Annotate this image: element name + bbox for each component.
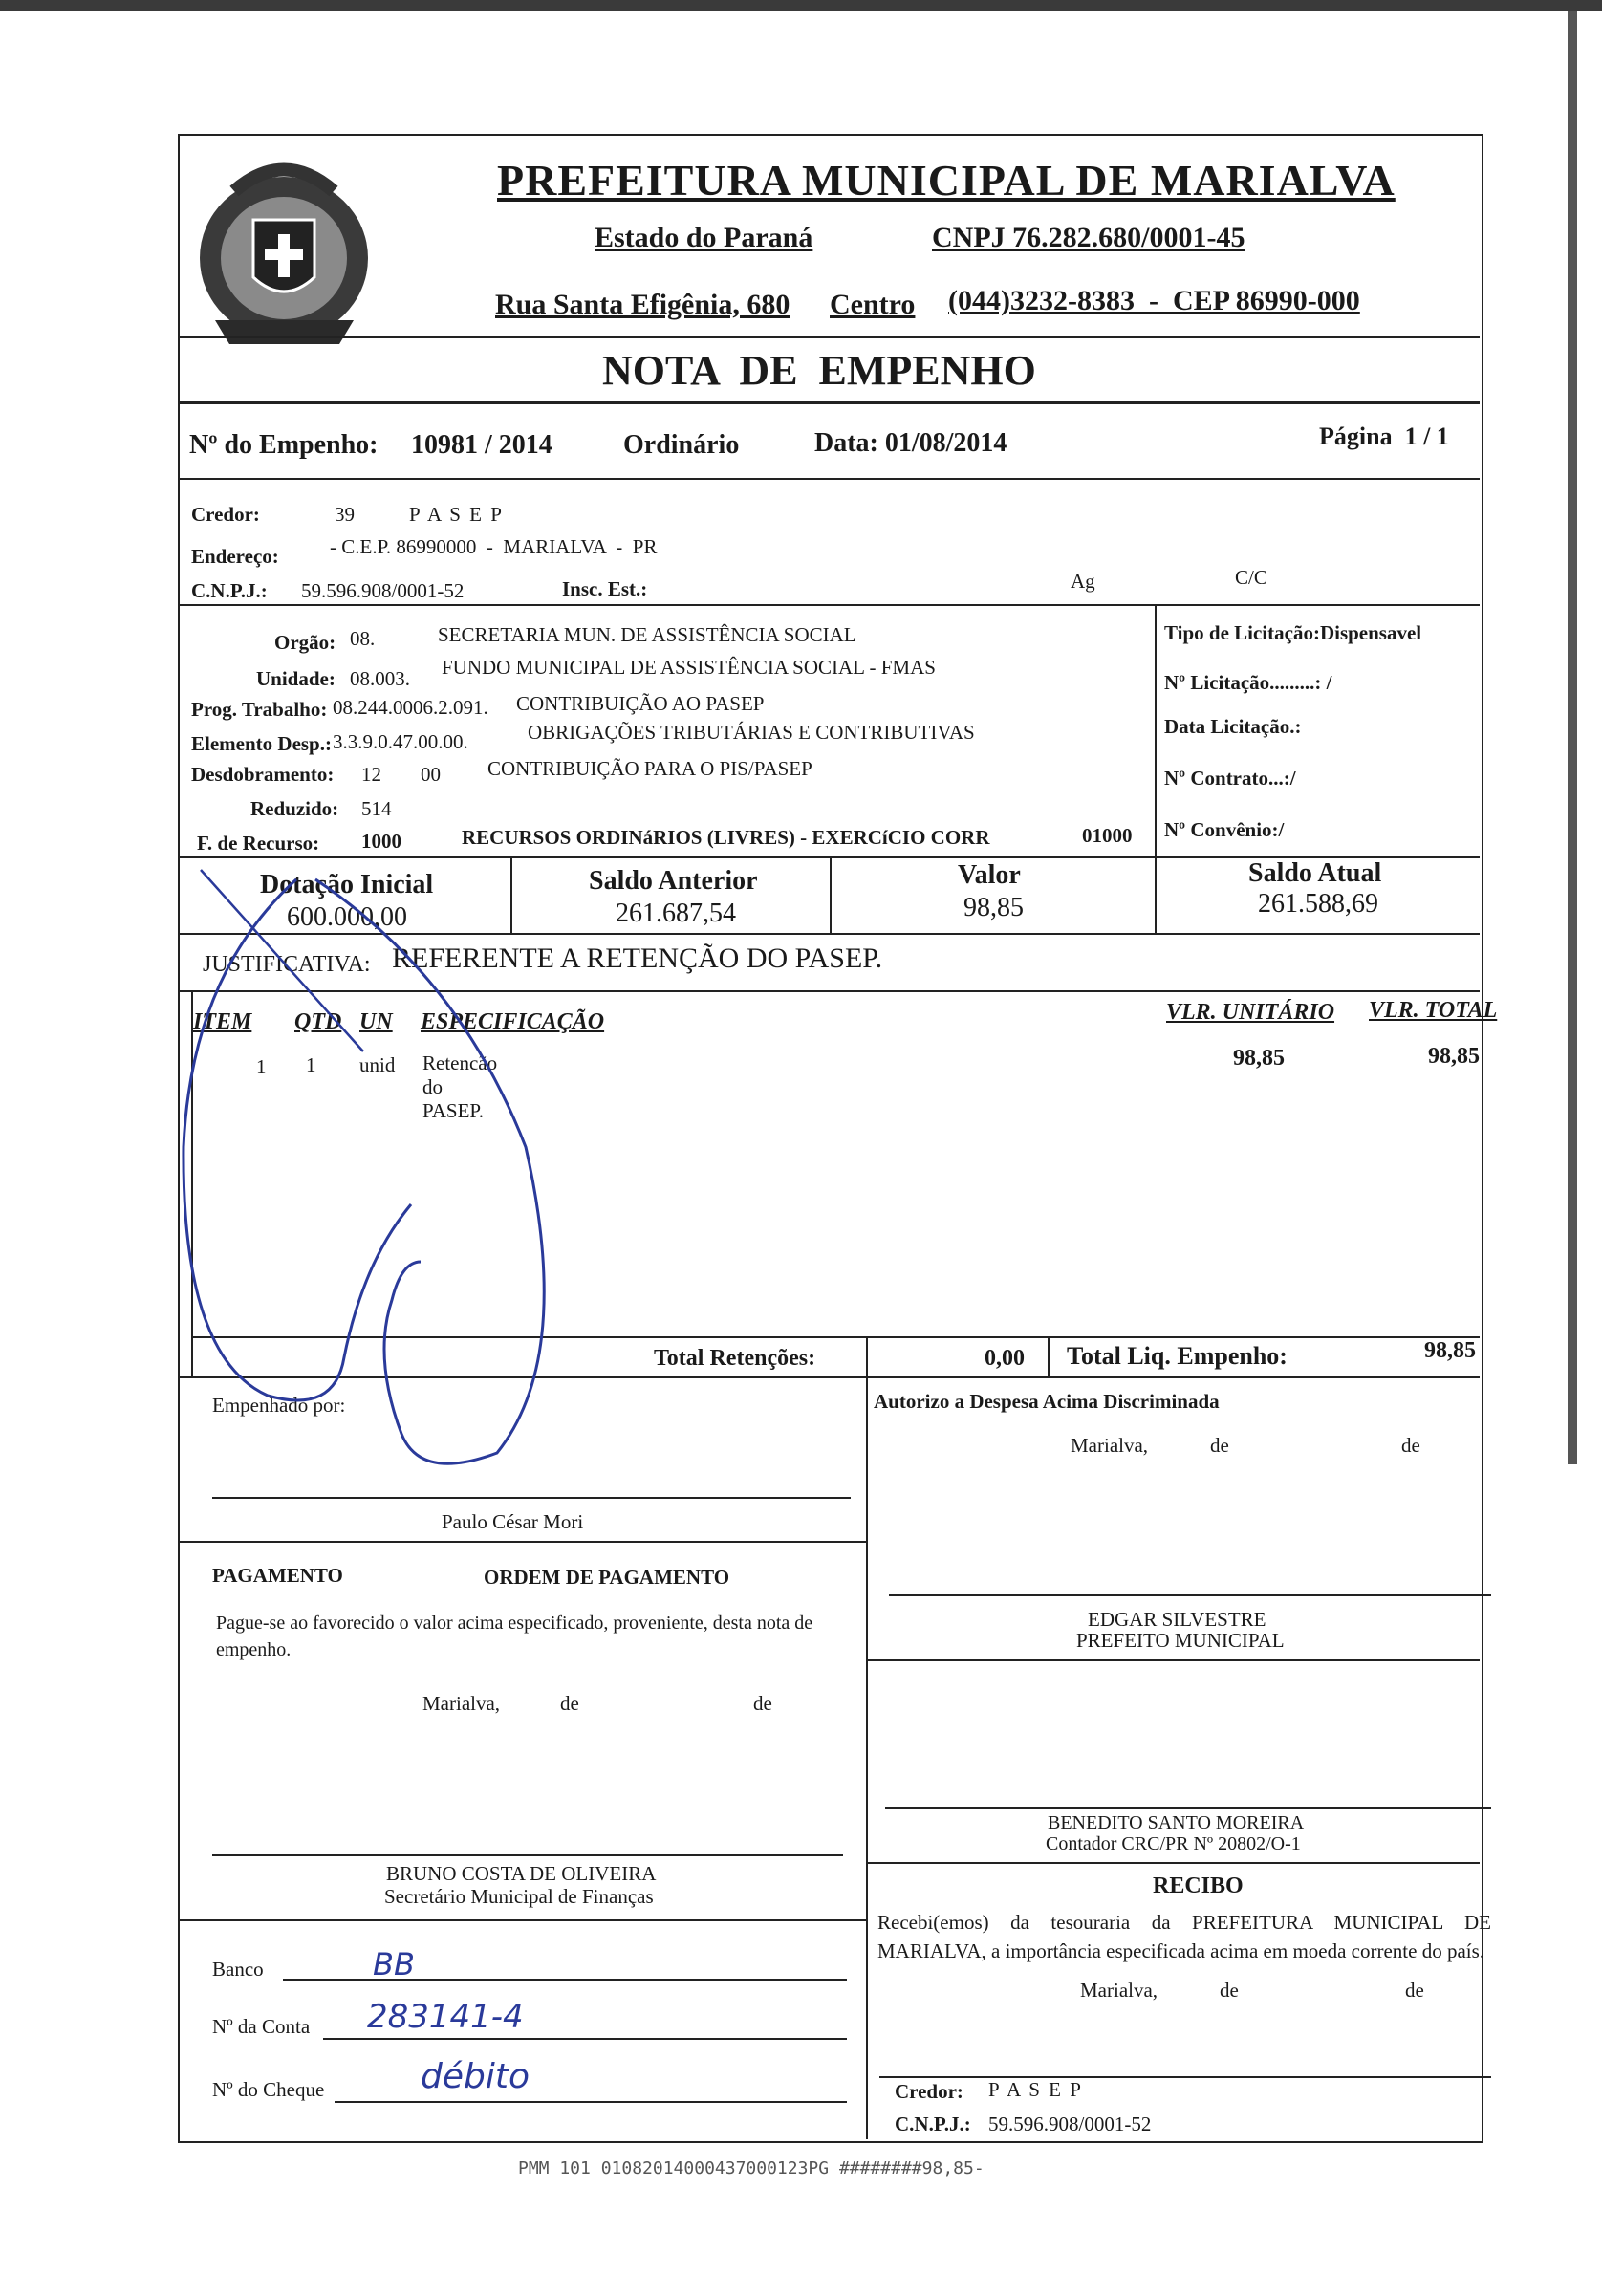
unidade-code: 08.003.: [350, 667, 410, 690]
footer-credor-value: P A S E P: [988, 2078, 1083, 2101]
num-licitacao: Nº Licitação.........: /: [1164, 671, 1332, 694]
desdob-code2: 00: [421, 763, 441, 786]
total-retencoes-label: Total Retenções:: [654, 1346, 816, 1371]
autorizo-place: Marialva,: [1071, 1434, 1149, 1457]
header-phone-cep: (044)3232-8383 - CEP 86990-000: [948, 285, 1360, 316]
elem-label: Elemento Desp.:: [191, 732, 332, 755]
cheque-line: [335, 2101, 847, 2103]
divider: [1048, 1336, 1050, 1376]
empenho-label: Nº do Empenho:: [189, 430, 379, 460]
saldo-atual-label: Saldo Atual: [1248, 858, 1382, 888]
header-state: Estado do Paraná: [595, 222, 813, 253]
prog-label: Prog. Trabalho:: [191, 698, 328, 721]
contador-title: Contador CRC/PR Nº 20802/O-1: [1046, 1833, 1301, 1854]
page-number: Página 1 / 1: [1319, 422, 1449, 450]
footer-cnpj-label: C.N.P.J.:: [895, 2112, 971, 2135]
num-convenio: Nº Convênio:/: [1164, 818, 1285, 841]
valor-label: Valor: [958, 860, 1021, 890]
cheque-label: Nº do Cheque: [212, 2078, 325, 2101]
recurso-code: 1000: [361, 830, 401, 853]
num-contrato: Nº Contrato...:/: [1164, 767, 1296, 790]
conta-line: [323, 2038, 847, 2040]
recibo-de1: de: [1220, 1979, 1239, 2002]
divider: [178, 1541, 866, 1543]
signature-line: [889, 1594, 1491, 1596]
recurso-code2: 01000: [1082, 824, 1133, 847]
orgao-label: Orgão:: [274, 631, 336, 654]
banco-label: Banco: [212, 1958, 264, 1981]
divider: [178, 1919, 866, 1921]
recurso-label: F. de Recurso:: [197, 832, 320, 855]
signature-line: [885, 1807, 1491, 1809]
desdob-code: 12: [361, 763, 381, 786]
pague-de1: de: [560, 1692, 579, 1715]
col-un: UN: [359, 1009, 393, 1034]
pague-de2: de: [753, 1692, 772, 1715]
ordem-label: ORDEM DE PAGAMENTO: [484, 1566, 730, 1589]
header-cnpj: CNPJ 76.282.680/0001-45: [932, 222, 1245, 253]
recurso-desc: RECURSOS ORDINáRIOS (LIVRES) - EXERCíCIO CORR: [462, 826, 990, 849]
signature-line: [212, 1854, 843, 1856]
divider: [1155, 856, 1157, 933]
handwritten-signature: [172, 860, 631, 1472]
row-vtotal: 98,85: [1428, 1044, 1480, 1069]
data-licitacao: Data Licitação.:: [1164, 715, 1302, 738]
orgao-code: 08.: [350, 627, 376, 650]
signature-line: [879, 2076, 1491, 2078]
scan-right-edge: [1568, 11, 1577, 1464]
row-item: 1: [256, 1055, 267, 1078]
header-address: Rua Santa Efigênia, 680: [495, 289, 790, 320]
total-liq-value: 98,85: [1424, 1338, 1476, 1363]
unidade-desc: FUNDO MUNICIPAL DE ASSISTÊNCIA SOCIAL - FMAS: [442, 656, 936, 679]
endereco-value: - C.E.P. 86990000 - MARIALVA - PR: [330, 535, 658, 558]
footer-cnpj-value: 59.596.908/0001-52: [988, 2112, 1152, 2135]
credor-code: 39: [335, 503, 355, 526]
empenho-number: 10981 / 2014: [411, 430, 552, 460]
valor-value: 98,85: [963, 893, 1024, 922]
col-vtotal: VLR. TOTAL: [1369, 998, 1498, 1023]
cnpj-label: C.N.P.J.:: [191, 579, 268, 602]
autorizo-label: Autorizo a Despesa Acima Discriminada: [874, 1390, 1220, 1413]
municipal-seal: [196, 153, 373, 354]
footer-credor-label: Credor:: [895, 2080, 963, 2103]
banco-handwriting: BB: [373, 1946, 415, 1982]
cheque-handwriting: débito: [421, 2057, 530, 2096]
row-vunit: 98,85: [1233, 1046, 1285, 1071]
col-espec: ESPECIFICAÇÃO: [421, 1009, 605, 1034]
divider: [866, 1336, 868, 1376]
desdob-desc: CONTRIBUIÇÃO PARA O PIS/PASEP: [487, 757, 812, 780]
autorizo-de1: de: [1210, 1434, 1229, 1457]
dotacao-label: Dotação Inicial: [260, 870, 434, 899]
cnpj-value: 59.596.908/0001-52: [301, 579, 465, 602]
conta-label: Nº da Conta: [212, 2015, 311, 2038]
elem-code: 3.3.9.0.47.00.00.: [333, 730, 468, 753]
row-espec: Retencão do PASEP.: [422, 1051, 498, 1122]
desdob-label: Desdobramento:: [191, 763, 335, 786]
divider: [830, 856, 832, 933]
col-qtd: QTD: [294, 1009, 342, 1034]
saldo-anterior-label: Saldo Anterior: [589, 866, 758, 896]
justificativa-text: REFERENTE A RETENÇÃO DO PASEP.: [392, 942, 883, 974]
prefeito-title: PREFEITO MUNICIPAL: [1076, 1629, 1285, 1652]
header-district: Centro: [830, 289, 916, 320]
empenhado-label: Empenhado por:: [212, 1394, 346, 1417]
recibo-label: RECIBO: [1153, 1874, 1244, 1898]
banco-line: [283, 1979, 847, 1981]
divider: [178, 336, 1480, 338]
recibo-de2: de: [1405, 1979, 1424, 2002]
recibo-text: Recebi(emos) da tesouraria da PREFEITURA MUNICIPAL DE MARIALVA, a importância especificada acima em moeda corrente do país.: [877, 1911, 1491, 1962]
total-liq-label: Total Liq. Empenho:: [1067, 1342, 1288, 1370]
saldo-anterior-value: 261.687,54: [616, 899, 736, 928]
reduzido-value: 514: [361, 797, 392, 820]
conta-handwriting: 283141-4: [367, 1998, 524, 2036]
unidade-label: Unidade:: [256, 667, 336, 690]
divider: [178, 478, 1480, 480]
pagamento-label: PAGAMENTO: [212, 1564, 343, 1587]
empenho-type: Ordinário: [623, 430, 740, 460]
credor-name: P A S E P: [409, 503, 504, 526]
divider: [178, 604, 1480, 606]
authentication-stamp: PMM 101 01082014000437000123PG ########98,85-: [518, 2158, 985, 2178]
saldo-atual-value: 261.588,69: [1258, 889, 1378, 919]
scan-top-edge: [0, 0, 1602, 11]
empenho-date: Data: 01/08/2014: [814, 428, 1007, 458]
insc-est-label: Insc. Est.:: [562, 577, 648, 600]
dotacao-value: 600.000,00: [287, 902, 407, 932]
divider: [178, 401, 1480, 404]
pague-text: Pague-se ao favorecido o valor acima especificado, proveniente, desta nota de empenho.: [216, 1613, 813, 1660]
justificativa-label: JUSTIFICATIVA:: [203, 952, 371, 977]
secretario-name: BRUNO COSTA DE OLIVEIRA: [386, 1862, 657, 1885]
reduzido-label: Reduzido:: [250, 797, 339, 820]
row-un: unid: [359, 1053, 396, 1076]
signature-line: [212, 1497, 851, 1499]
divider: [866, 1659, 1480, 1661]
endereco-label: Endereço:: [191, 545, 279, 568]
autorizo-de2: de: [1401, 1434, 1420, 1457]
divider: [866, 1376, 868, 2139]
prog-desc: CONTRIBUIÇÃO AO PASEP: [516, 692, 765, 715]
divider: [866, 1862, 1480, 1864]
orgao-desc: SECRETARIA MUN. DE ASSISTÊNCIA SOCIAL: [438, 623, 856, 646]
prog-code: 08.244.0006.2.091.: [333, 696, 488, 719]
ag-label: Ag: [1071, 570, 1095, 593]
cc-label: C/C: [1235, 566, 1267, 589]
contador-name: BENEDITO SANTO MOREIRA: [1048, 1812, 1305, 1833]
doc-title: NOTA DE EMPENHO: [602, 347, 1036, 394]
credor-label: Credor:: [191, 503, 260, 526]
tipo-licitacao: Tipo de Licitação:Dispensavel: [1164, 621, 1422, 644]
empenhado-name: Paulo César Mori: [442, 1510, 584, 1533]
recibo-place: Marialva,: [1080, 1979, 1158, 2002]
pague-place: Marialva,: [422, 1692, 501, 1715]
header-title: PREFEITURA MUNICIPAL DE MARIALVA: [497, 156, 1396, 205]
total-retencoes-value: 0,00: [985, 1346, 1025, 1371]
elem-desc: OBRIGAÇÕES TRIBUTÁRIAS E CONTRIBUTIVAS: [528, 721, 975, 744]
divider: [1155, 604, 1157, 856]
prefeito-name: EDGAR SILVESTRE: [1088, 1608, 1266, 1631]
row-qtd: 1: [306, 1053, 316, 1076]
col-item: ITEM: [193, 1009, 252, 1034]
secretario-title: Secretário Municipal de Finanças: [384, 1885, 654, 1908]
col-vunit: VLR. UNITÁRIO: [1166, 1000, 1335, 1025]
